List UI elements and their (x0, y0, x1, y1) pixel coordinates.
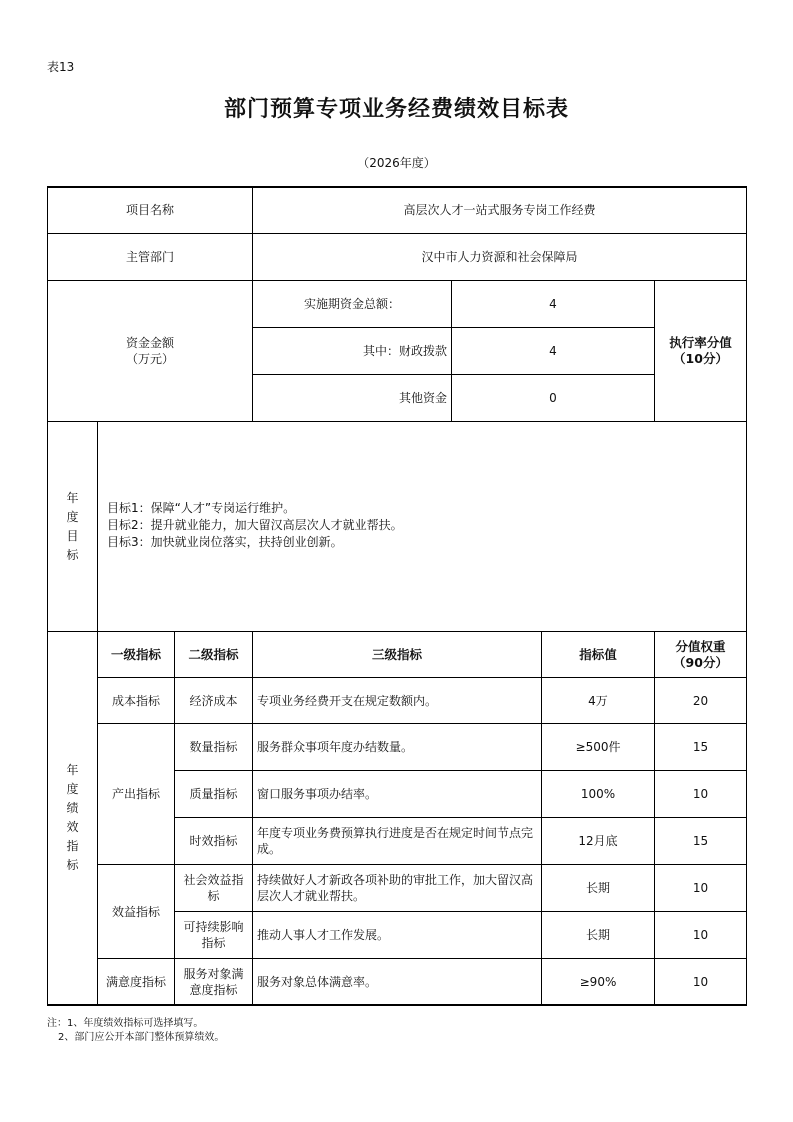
project-name: 高层次人才一站式服务专岗工作经费 (403, 203, 596, 217)
header-weight-label: 分值权重 (675, 638, 726, 654)
execution-rate-score (655, 281, 746, 421)
header-level1: 一级指标 (110, 646, 161, 662)
level2-cell: 社会效益指标 (183, 873, 244, 903)
level2-cell: 质量指标 (189, 787, 238, 801)
level1-cost: 成本指标 (111, 693, 160, 708)
value-cell: 长期 (585, 881, 610, 895)
level3-cell: 持续做好人才新政各项补助的审批工作，加大留汉高层次人才就业帮扶。 (257, 873, 534, 903)
value-cell: 长期 (585, 928, 610, 942)
header-weight-total: （90分） (673, 654, 728, 670)
funds-label (48, 281, 252, 421)
indicators-label (48, 632, 97, 1004)
value-cell: 12月底 (578, 834, 618, 848)
fiscal-year: （2026年度） (357, 156, 436, 170)
table-number: 表13 (47, 60, 75, 74)
footnotes (47, 1017, 224, 1045)
funds-label-text: 资金金额 (125, 336, 174, 350)
funds-fiscal: 4 (549, 344, 557, 358)
execution-rate-label: 执行率分值 (669, 335, 732, 350)
department-label: 主管部门 (125, 250, 174, 264)
annual-goals-label (48, 422, 97, 631)
level3-cell: 推动人事人才工作发展。 (257, 928, 390, 942)
footnote-2: 2、部门应公开本部门整体预算绩效。 (58, 1032, 225, 1043)
header-level3: 三级指标 (371, 646, 422, 662)
annual-goals-label-text: 年度目标 (66, 490, 79, 562)
level3-cell: 专项业务经费开支在规定数额内。 (257, 693, 438, 708)
level3-cell: 服务对象总体满意率。 (257, 974, 378, 989)
footnote-1: 注：1、年度绩效指标可选择填写。 (47, 1018, 204, 1029)
value-cell: ≥500件 (575, 740, 621, 754)
level1-satisfaction: 满意度指标 (105, 974, 166, 989)
execution-rate-points: （10分） (673, 351, 728, 366)
header-weight (655, 632, 746, 677)
indicators-label-text: 年度绩效指标 (66, 763, 79, 872)
value-cell: 100% (580, 787, 616, 801)
table-border-right (746, 186, 747, 1006)
page-title: 部门预算专项业务经费绩效目标表 (223, 97, 569, 122)
value-cell: ≥90% (579, 974, 617, 989)
department: 汉中市人力资源和社会保障局 (421, 250, 578, 264)
level1-benefit: 效益指标 (111, 904, 160, 919)
weight-cell: 10 (692, 928, 709, 942)
weight-cell: 15 (692, 740, 709, 754)
funds-other: 0 (549, 391, 557, 405)
goal-item: 目标2：提升就业能力，加大留汉高层次人才就业帮扶。 (107, 518, 403, 532)
level2-cell: 可持续影响指标 (183, 920, 244, 950)
level2-cell: 数量指标 (189, 740, 238, 754)
weight-cell: 15 (692, 834, 709, 848)
level3-cell: 年度专项业务费预算执行进度是否在规定时间节点完成。 (257, 826, 534, 856)
annual-goals-list (107, 500, 403, 551)
table-border-bottom (47, 1004, 747, 1006)
header-value: 指标值 (579, 646, 617, 662)
level1-output: 产出指标 (111, 787, 160, 801)
goal-item: 目标3：加快就业岗位落实，扶持创业创新。 (107, 535, 343, 549)
weight-cell: 10 (692, 787, 709, 801)
row-divider (47, 421, 747, 422)
weight-cell: 20 (692, 693, 709, 708)
weight-cell: 10 (692, 881, 709, 895)
funds-total-label: 实施期资金总额： (303, 297, 400, 311)
level2-cell: 时效指标 (189, 834, 238, 848)
project-name-label: 项目名称 (125, 203, 174, 217)
funds-fiscal-label: 其中：财政拨款 (362, 344, 447, 358)
weight-cell: 10 (692, 974, 709, 989)
funds-other-label: 其他资金 (398, 391, 447, 405)
level2-cell: 经济成本 (189, 693, 238, 708)
level3-cell: 窗口服务事项办结率。 (257, 787, 378, 801)
level3-cell: 服务群众事项年度办结数量。 (257, 740, 414, 754)
funds-total: 4 (549, 297, 557, 311)
goal-item: 目标1：保障“人才”专岗运行维护。 (107, 501, 296, 515)
value-cell: 4万 (588, 693, 608, 708)
header-level2: 二级指标 (188, 646, 239, 662)
level2-cell: 服务对象满意度指标 (183, 966, 244, 997)
funds-unit: （万元） (125, 352, 174, 366)
